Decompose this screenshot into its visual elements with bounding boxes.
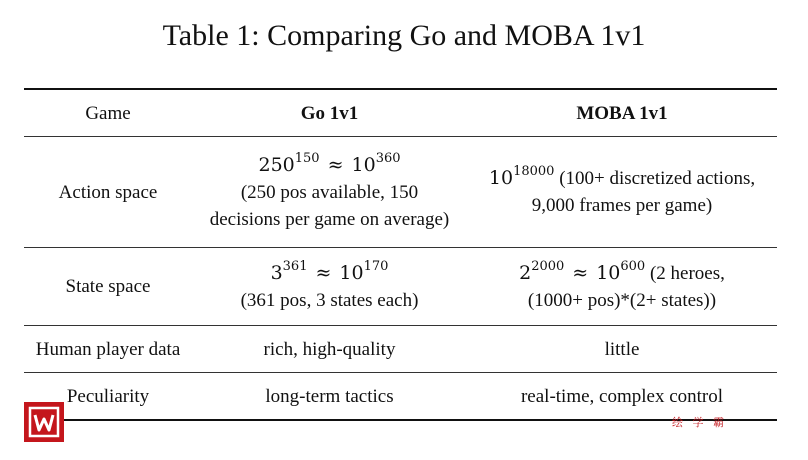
cell-moba-state	[467, 248, 777, 326]
cell-moba-human: little	[467, 326, 777, 373]
math-expression: $3^{361} \approx 10^{170}$	[270, 258, 389, 284]
table-row-human-data	[24, 326, 777, 373]
cell-text-line: (361 pos, 3 states each)	[240, 289, 419, 311]
cell-text-line: 9,000 frames per game)	[531, 195, 713, 216]
table-row-state-space	[24, 248, 777, 326]
table-header-row	[24, 90, 777, 137]
header-moba: MOBA 1v1	[576, 102, 668, 124]
row-label: Human player data	[24, 326, 192, 373]
comparison-table	[24, 88, 777, 421]
cell-text-line: (1000+ pos)*(2+ states))	[527, 289, 717, 311]
cell-go-human: rich, high-quality	[192, 326, 467, 373]
cell-text-line: (250 pos available, 150	[240, 181, 419, 203]
table-row-peculiarity	[24, 373, 777, 421]
cell-text-line: $2^{2000} \approx 10^{600}$ (2 heroes,	[519, 258, 725, 284]
cell-go-action	[192, 137, 467, 248]
cell-go-state	[192, 248, 467, 326]
table-caption: Table 1: Comparing Go and MOBA 1v1	[162, 19, 646, 52]
watermark-text: 绘 学 霸	[672, 416, 727, 429]
cell-text-line: $10^{18000}$ (100+ discretized actions,	[488, 164, 756, 189]
row-label: State space	[24, 248, 192, 326]
cell-moba-peculiarity: real-time, complex control	[467, 373, 777, 421]
cell-go-peculiarity: long-term tactics	[192, 373, 467, 421]
table-row-action-space	[24, 137, 777, 248]
row-label: Peculiarity	[24, 373, 192, 421]
brand-logo-icon	[24, 402, 64, 442]
header-game: Game	[85, 102, 131, 124]
math-expression: $250^{150} \approx 10^{360}$	[258, 150, 401, 176]
cell-text-line: decisions per game on average)	[209, 208, 450, 230]
cell-moba-action	[467, 137, 777, 248]
row-label: Action space	[24, 137, 192, 248]
header-go: Go 1v1	[300, 102, 359, 124]
logo-glyph-icon	[27, 405, 61, 439]
